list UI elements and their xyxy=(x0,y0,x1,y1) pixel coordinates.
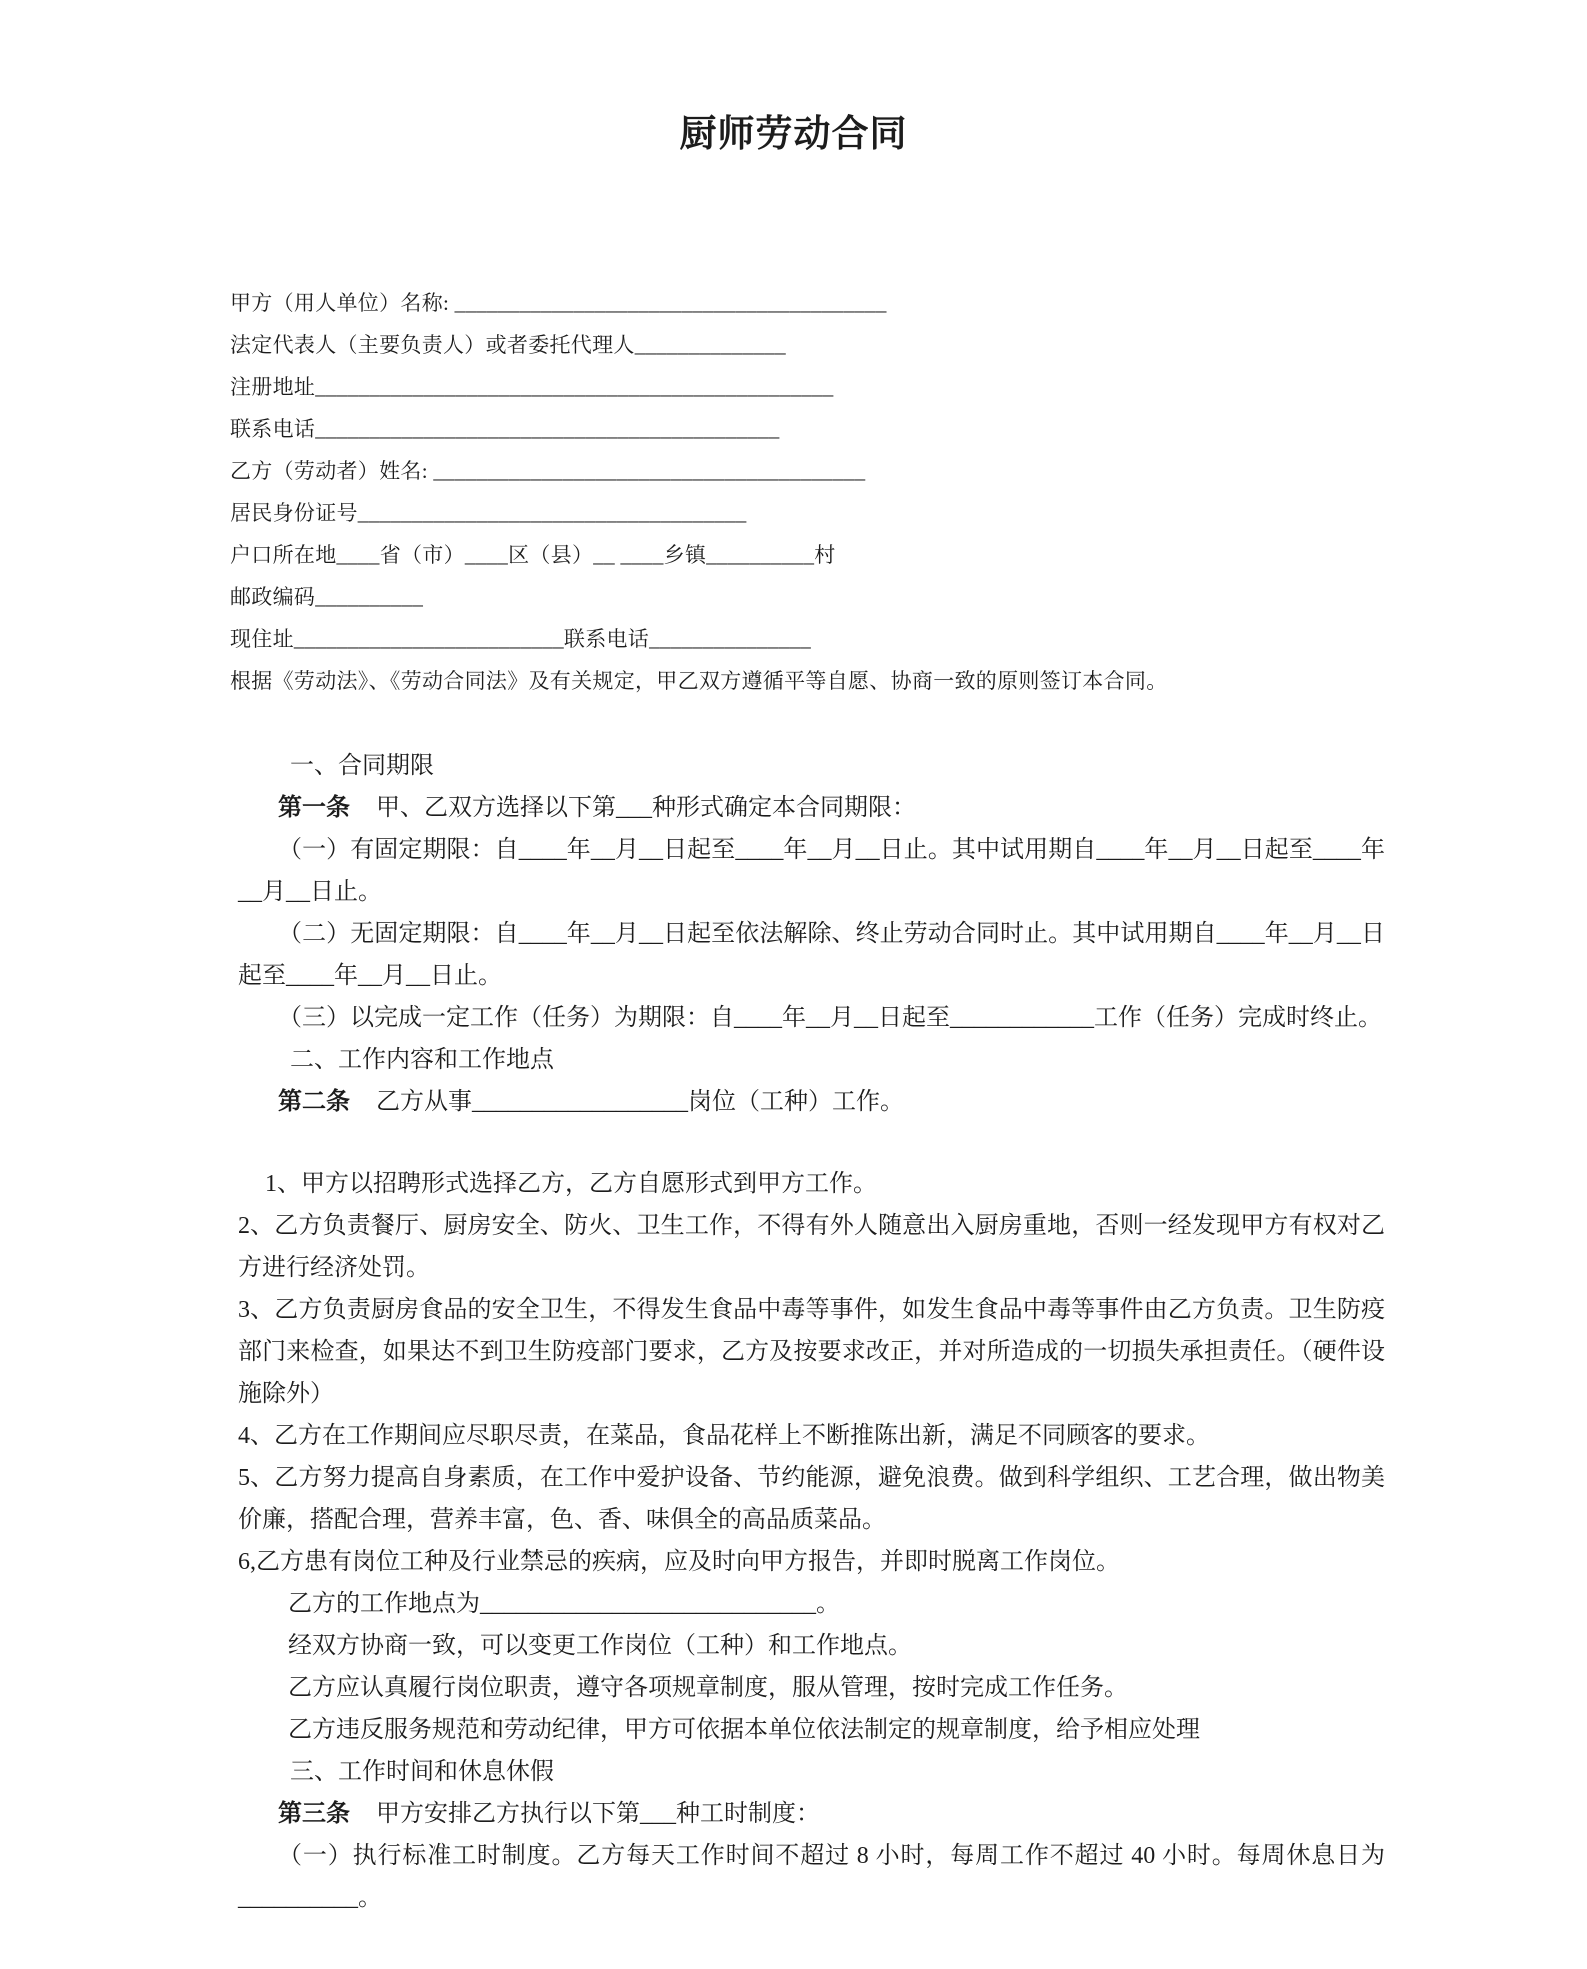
field-employee-name: 乙方（劳动者）姓名: ________________________________________ xyxy=(230,459,866,483)
term-option-fixed: （一）有固定期限：自____年__月__日起至____年__月__日止。其中试用期自____年__月__日起至____年__月__日止。 xyxy=(238,837,1385,905)
duty-item-4: 4、乙方在工作期间应尽职尽责，在菜品，食品花样上不断推陈出新，满足不同顾客的要求。 xyxy=(238,1423,1210,1449)
clause-2 xyxy=(238,1081,1385,1123)
field-id-number: 居民身份证号____________________________________ xyxy=(230,501,747,525)
field-legal-representative: 法定代表人（主要负责人）或者委托代理人______________ xyxy=(230,333,786,357)
work-hours-option-1: （一）执行标准工时制度。乙方每天工作时间不超过 8 小时，每周工作不超过 40 小时。每周休息日为__________。 xyxy=(238,1843,1385,1911)
term-option-open-ended: （二）无固定期限：自____年__月__日起至依法解除、终止劳动合同时止。其中试用期自____年__月__日起至____年__月__日止。 xyxy=(238,921,1385,989)
work-location-line: 乙方的工作地点为____________________________。 xyxy=(288,1591,840,1617)
contract-body xyxy=(238,745,1385,1919)
note-discipline: 乙方违反服务规范和劳动纪律，甲方可依据本单位依法制定的规章制度，给予相应处理 xyxy=(288,1717,1200,1743)
field-postal-code: 邮政编码__________ xyxy=(230,585,424,609)
duty-item-5: 5、乙方努力提高自身素质，在工作中爱护设备、节约能源，避免浪费。做到科学组织、工艺合理，做出物美价廉，搭配合理，营养丰富，色、香、味俱全的高品质菜品。 xyxy=(238,1465,1385,1533)
section-heading-contract-term: 一、合同期限 xyxy=(290,753,434,779)
party-info-section xyxy=(230,282,1407,702)
duty-item-6: 6,乙方患有岗位工种及行业禁忌的疾病，应及时向甲方报告，并即时脱离工作岗位。 xyxy=(238,1549,1120,1575)
field-registered-address: 注册地址________________________________________________ xyxy=(230,375,834,399)
clause-3-text: 甲方安排乙方执行以下第___种工时制度： xyxy=(376,1801,820,1827)
section-heading-work-content: 二、工作内容和工作地点 xyxy=(290,1047,554,1073)
clause-1 xyxy=(238,787,1385,829)
term-option-task-based: （三）以完成一定工作（任务）为期限：自____年__月__日起至____________工作（任务）完成时终止。 xyxy=(278,1005,1382,1031)
field-employer-name: 甲方（用人单位）名称: ________________________________________ xyxy=(230,291,887,315)
clause-2-text: 乙方从事__________________岗位（工种）工作。 xyxy=(376,1089,904,1115)
intro-statement: 根据《劳动法》、《劳动合同法》及有关规定，甲乙双方遵循平等自愿、协商一致的原则签订本合同。 xyxy=(230,669,1168,693)
field-household-registration: 户口所在地____省（市）____区（县）__ ____乡镇__________村 xyxy=(230,543,836,567)
clause-2-number: 第二条 xyxy=(278,1089,350,1115)
document-title: 厨师劳动合同 xyxy=(679,114,908,155)
clause-1-number: 第一条 xyxy=(278,795,350,821)
field-employer-phone: 联系电话___________________________________________ xyxy=(230,417,780,441)
section-heading-work-hours: 三、工作时间和休息休假 xyxy=(290,1759,554,1785)
section-gap xyxy=(238,1123,1385,1163)
clause-3-number: 第三条 xyxy=(278,1801,350,1827)
duty-item-2: 2、乙方负责餐厅、厨房安全、防火、卫生工作，不得有外人随意出入厨房重地，否则一经发现甲方有权对乙方进行经济处罚。 xyxy=(238,1213,1385,1281)
note-change-position: 经双方协商一致，可以变更工作岗位（工种）和工作地点。 xyxy=(288,1633,912,1659)
duty-item-3: 3、乙方负责厨房食品的安全卫生，不得发生食品中毒等事件，如发生食品中毒等事件由乙方负责。卫生防疫部门来检查，如果达不到卫生防疫部门要求，乙方及按要求改正，并对所造成的一切损失承担责任。（硬件设施除外） xyxy=(238,1297,1385,1407)
clause-3 xyxy=(238,1793,1385,1835)
note-perform-duties: 乙方应认真履行岗位职责，遵守各项规章制度，服从管理，按时完成工作任务。 xyxy=(288,1675,1128,1701)
field-current-address-phone: 现住址_________________________联系电话_______________ xyxy=(230,627,812,651)
duty-item-1: 1、甲方以招聘形式选择乙方，乙方自愿形式到甲方工作。 xyxy=(265,1171,877,1197)
clause-1-text: 甲、乙双方选择以下第___种形式确定本合同期限： xyxy=(376,795,916,821)
